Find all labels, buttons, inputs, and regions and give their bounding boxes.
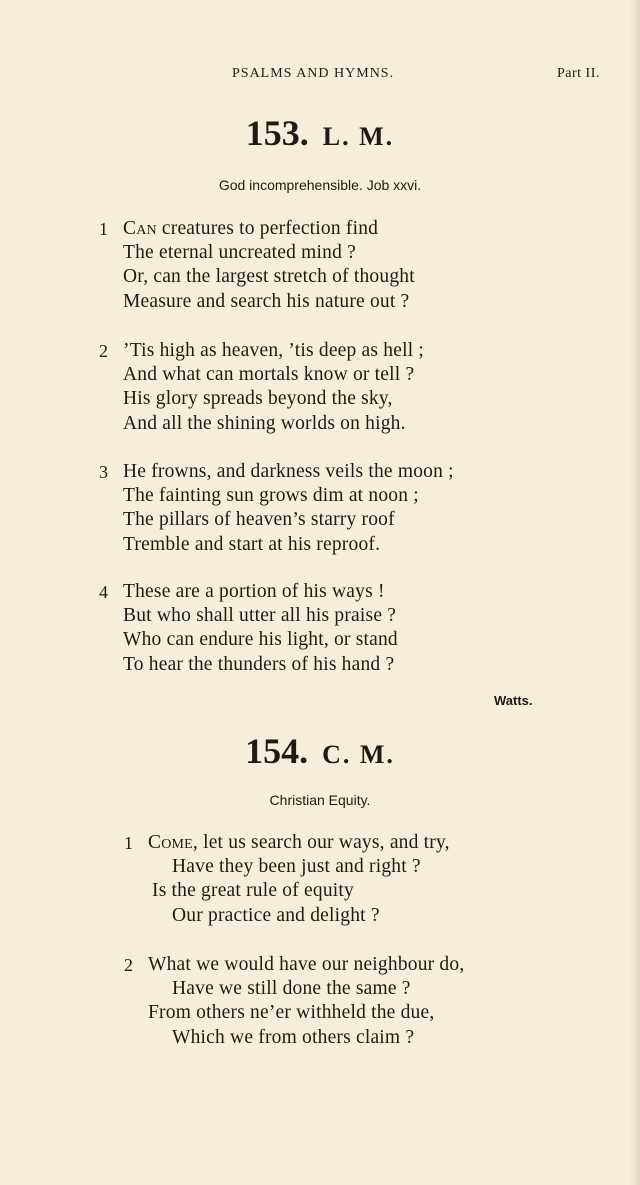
verse-line	[148, 953, 464, 977]
verse-line: Measure and search his nature out ?	[123, 290, 410, 312]
verse-line-text: What we would have our neighbour do,	[148, 954, 465, 975]
verse-line: And what can mortals know or tell ?	[123, 364, 415, 386]
stanza	[99, 580, 398, 677]
verse-lead-word: Come,	[148, 832, 198, 853]
hymn-154-subtitle: Christian Equity.	[269, 792, 371, 808]
verse-line	[123, 339, 424, 363]
verse-line-text: ’Tis high as heaven, ’tis deep as hell ;	[123, 340, 425, 361]
verse-number: 2	[124, 955, 133, 975]
stanza	[124, 831, 450, 928]
verse-line	[123, 217, 415, 241]
verse-number: 1	[99, 219, 108, 239]
stanza	[99, 217, 415, 314]
running-head	[0, 66, 640, 86]
verse-line: Our practice and delight ?	[172, 904, 380, 926]
verse-line: Who can endure his light, or stand	[123, 629, 398, 651]
verse-line: His glory spreads beyond the sky,	[123, 388, 393, 410]
verse-line	[123, 580, 398, 604]
verse-line-text: let us search our ways, and try,	[198, 832, 450, 853]
verse-line: Have they been just and right ?	[172, 856, 421, 878]
verse-line: Have we still done the same ?	[172, 978, 411, 1000]
running-head-title: PSALMS AND HYMNS.	[232, 66, 395, 81]
verse-line: But who shall utter all his praise ?	[123, 605, 397, 627]
hymn-meter: C. M.	[322, 740, 395, 769]
verse-line-text: These are a portion of his ways !	[123, 581, 385, 602]
hymn-154-heading	[0, 730, 640, 772]
verse-number: 2	[99, 341, 108, 361]
verse-line-text: He frowns, and darkness veils the moon ;	[123, 461, 454, 482]
verse-line-text: creatures to perfection find	[156, 218, 379, 239]
stanza	[99, 460, 454, 557]
verse-line: From others ne’er withheld the due,	[148, 1002, 435, 1024]
verse-line: Or, can the largest stretch of thought	[123, 266, 415, 288]
running-head-part: Part II.	[557, 66, 600, 81]
verse-line: The pillars of heaven’s starry roof	[123, 509, 395, 531]
verse-number: 1	[124, 833, 133, 853]
verse-line: The eternal uncreated mind ?	[123, 242, 356, 264]
verse-line: The fainting sun grows dim at noon ;	[123, 485, 419, 507]
verse-line: To hear the thunders of his hand ?	[123, 653, 395, 675]
hymn-author: Watts.	[494, 693, 533, 708]
verse-line: Which we from others claim ?	[172, 1026, 415, 1048]
verse-line	[148, 831, 450, 855]
verse-line: And all the shining worlds on high.	[123, 412, 406, 434]
verse-number: 3	[99, 462, 108, 482]
hymn-number: 153.	[245, 113, 309, 153]
verse-lead-word: Can	[123, 218, 157, 239]
verse-number: 4	[99, 582, 108, 602]
hymn-meter: L. M.	[322, 122, 395, 151]
hymn-number: 154.	[245, 731, 309, 771]
stanza	[124, 953, 464, 1050]
verse-line	[123, 460, 454, 484]
hymn-153-heading	[0, 112, 640, 154]
stanza	[99, 339, 424, 436]
hymn-153-subtitle: God incomprehensible. Job xxvi.	[218, 177, 422, 193]
verse-line: Tremble and start at his reproof.	[123, 533, 381, 555]
verse-line: Is the great rule of equity	[152, 880, 354, 902]
